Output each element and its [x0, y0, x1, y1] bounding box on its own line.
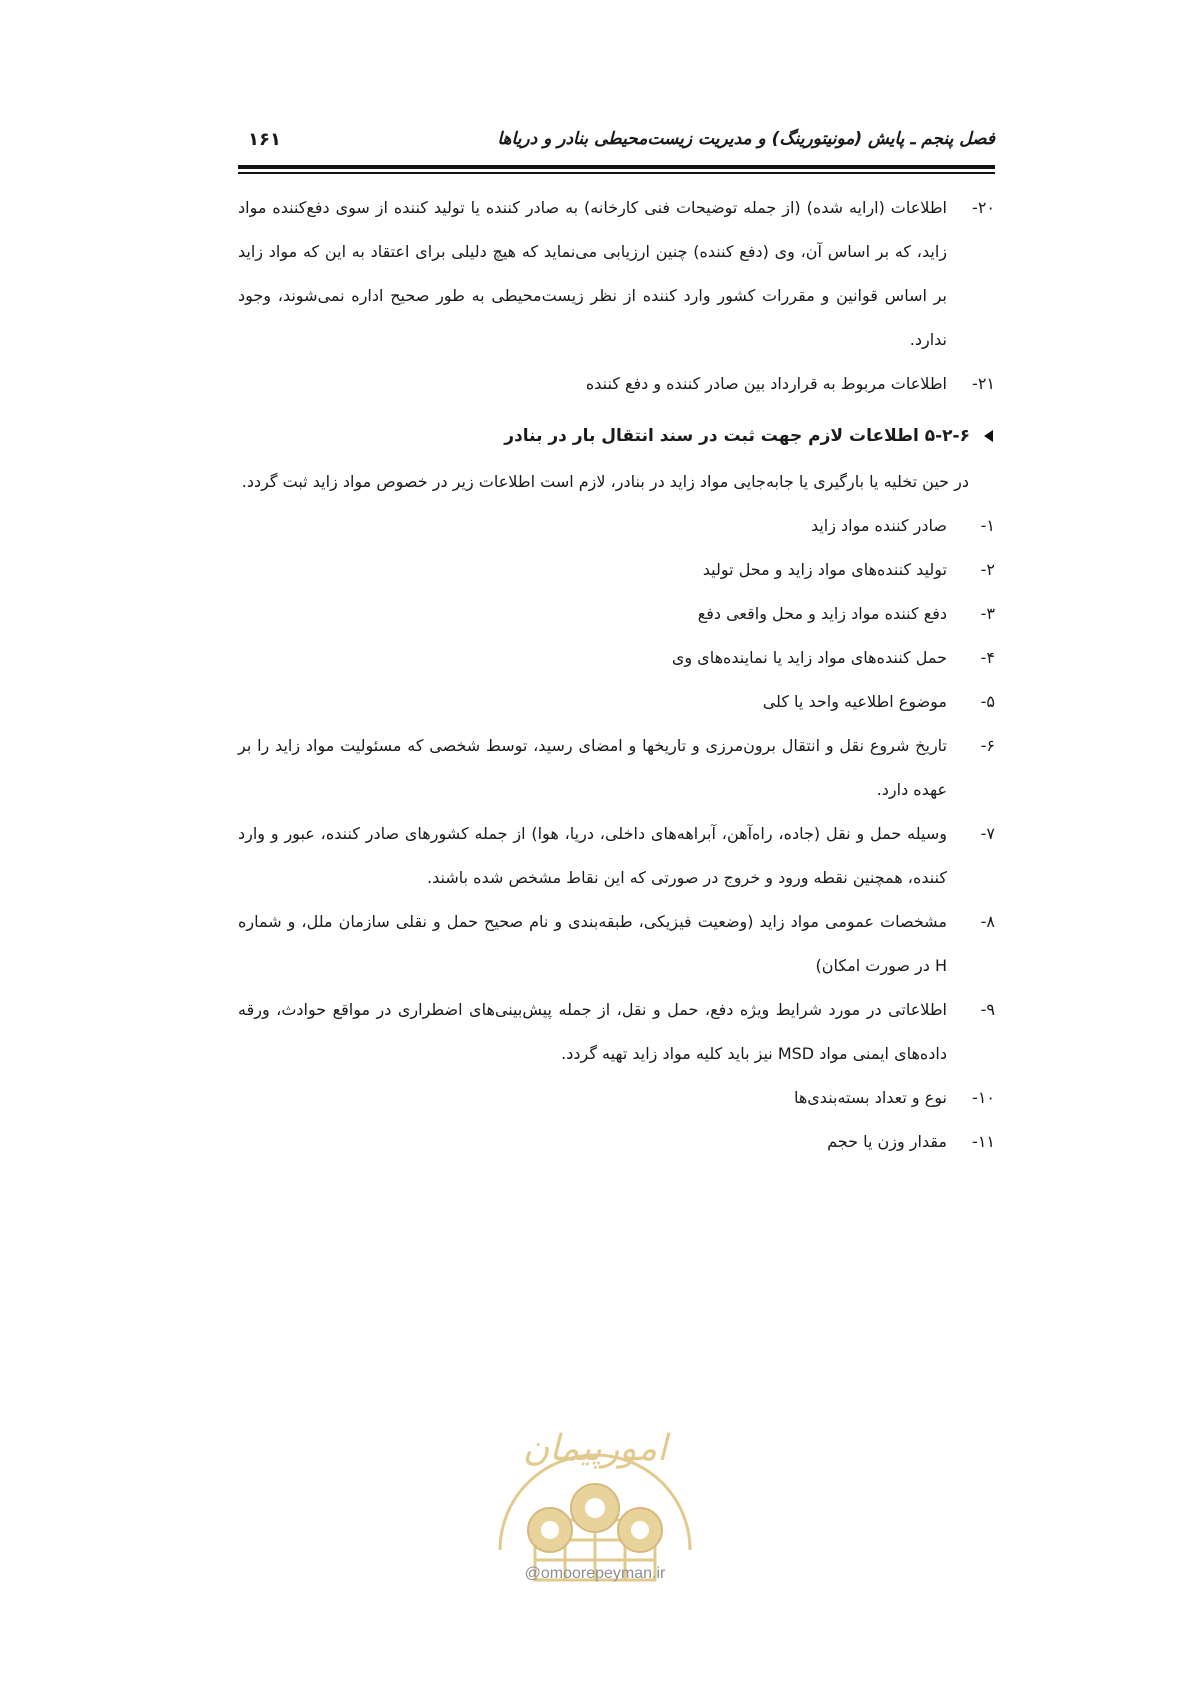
list-item	[238, 1076, 995, 1120]
list-item	[238, 504, 995, 548]
watermark-site	[480, 1565, 710, 1583]
item-text: تاریخ شروع نقل و انتقال برون‌مرزی و تاریخها و امضای رسید، توسط شخصی که مسئولیت مواد زاید را بر عهده دارد.	[238, 736, 947, 799]
list-item	[238, 362, 995, 406]
list-item	[238, 812, 995, 900]
list-item	[238, 548, 995, 592]
item-text: حمل کننده‌های مواد زاید یا نماینده‌های وی	[671, 648, 947, 667]
at-icon: @	[524, 1565, 541, 1582]
item-text: وسیله حمل و نقل (جاده، راه‌آهن، آبراهه‌های داخلی، دریا، هوا) از جمله کشورهای صادر کننده، عبور و وارد کننده، همچنین نقطه ورود و خروج در صورتی که این نقاط مشخص شده باشند.	[238, 824, 947, 887]
page-header	[238, 125, 995, 161]
list-item	[238, 724, 995, 812]
list-item	[238, 1120, 995, 1164]
page-number: ۱۶۱	[248, 129, 281, 150]
list-item	[238, 186, 995, 362]
item-number: ۳-	[980, 604, 995, 623]
watermark-site-text: omoorepeyman.ir	[540, 1565, 666, 1582]
body-text	[238, 186, 995, 1164]
item-number: ۱-	[980, 516, 995, 535]
item-text: موضوع اطلاعیه واحد یا کلی	[762, 692, 947, 711]
list-item	[238, 680, 995, 724]
header-rule-thick	[238, 165, 995, 169]
item-number: ۲-	[980, 560, 995, 579]
section-heading	[238, 414, 995, 458]
item-number: ۷-	[980, 824, 995, 843]
item-text: اطلاعاتی در مورد شرایط ویژه دفع، حمل و نقل، از جمله پیش‌بینی‌های اضطراری در مواقع حوادث، ورقه داده‌های ایمنی مواد MSD نیز باید کلیه مواد زاید تهیه گردد.	[238, 1000, 947, 1063]
item-number: ۱۰-	[972, 1088, 995, 1107]
list-item	[238, 592, 995, 636]
item-text: اطلاعات (ارایه شده) (از جمله توضیحات فنی کارخانه) به صادر کننده یا تولید کننده از سوی دفع‌کننده مواد زاید، که بر اساس آن، وی (دفع کننده) چنین ارزیابی می‌نماید که هیچ دلیلی برای اعتقاد به این که مواد زاید بر اساس قوانین و مقررات کشور وارد کننده از نظر زیست‌محیطی به طور صحیح اداره نمی‌شوند، وجود ندارد.	[238, 198, 947, 349]
item-text: مقدار وزن یا حجم	[827, 1132, 947, 1151]
item-number: ۶-	[980, 736, 995, 755]
item-number: ۹-	[980, 1000, 995, 1019]
section-intro: در حین تخلیه یا بارگیری یا جابه‌جایی مواد زاید در بنادر، لازم است اطلاعات زیر در خصوص مواد زاید ثبت گردد.	[241, 472, 969, 491]
item-text: دفع کننده مواد زاید و محل واقعی دفع	[697, 604, 947, 623]
item-text: صادر کننده مواد زاید	[810, 516, 947, 535]
section-heading-text: ۵-۲-۶ اطلاعات لازم جهت ثبت در سند انتقال بار در بنادر	[504, 426, 970, 446]
item-text: اطلاعات مربوط به قرارداد بین صادر کننده و دفع کننده	[585, 374, 947, 393]
list-item	[238, 636, 995, 680]
item-text: مشخصات عمومی مواد زاید (وضعیت فیزیکی، طبقه‌بندی و نام صحیح حمل و نقلی سازمان ملل، و شماره H در صورت امکان)	[238, 912, 947, 975]
list-item	[238, 900, 995, 988]
item-number: ۴-	[980, 648, 995, 667]
list-item	[238, 988, 995, 1076]
item-text: نوع و تعداد بسته‌بندی‌ها	[793, 1088, 947, 1107]
item-number: ۵-	[980, 692, 995, 711]
item-number: ۲۱-	[972, 374, 995, 393]
header-rule-thin	[238, 172, 995, 174]
watermark-logo-text: امورپیمان	[522, 1428, 668, 1469]
item-number: ۸-	[980, 912, 995, 931]
item-number: ۱۱-	[972, 1132, 995, 1151]
item-text: تولید کننده‌های مواد زاید و محل تولید	[702, 560, 947, 579]
item-number: ۲۰-	[972, 198, 995, 217]
chapter-title: فصل پنجم ـ پایش (مونیتورینگ) و مدیریت زیست‌محیطی بنادر و دریاها	[497, 129, 995, 149]
triangle-bullet-icon	[984, 430, 993, 442]
